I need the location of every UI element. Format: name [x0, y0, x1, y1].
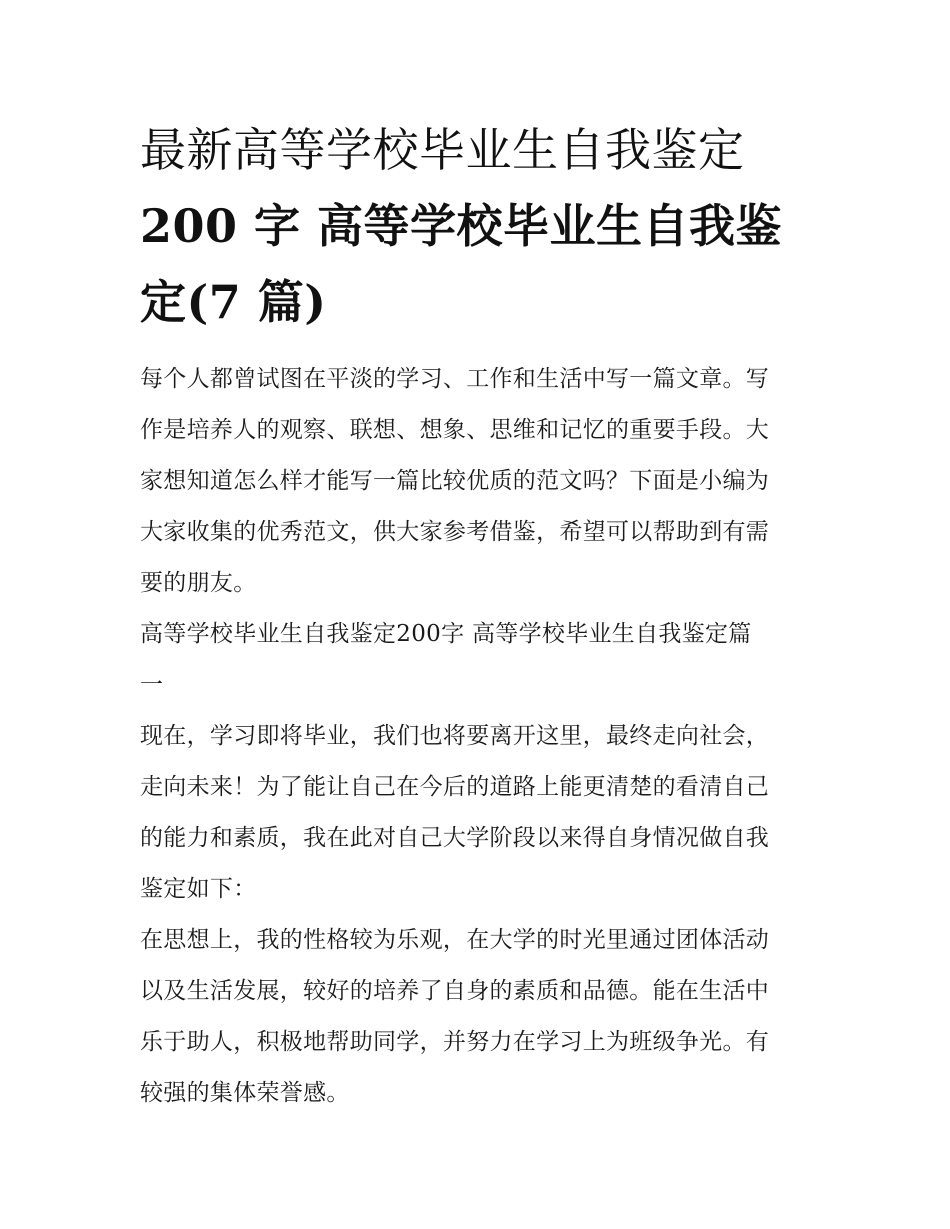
body-paragraph — [140, 915, 812, 1119]
paragraph-line: 较强的集体荣誉感。 — [140, 1080, 350, 1106]
section-heading — [140, 609, 812, 711]
intro-paragraph — [140, 354, 812, 609]
paragraph-line: 大家收集的优秀范文，供大家参考借鉴，希望可以帮助到有需 — [140, 519, 770, 545]
paragraph-line: 在思想上，我的性格较为乐观，在大学的时光里通过团体活动 — [140, 927, 770, 953]
paragraph-line: 家想知道怎么样才能写一篇比较优质的范文吗？下面是小编为 — [140, 468, 770, 494]
body-paragraph — [140, 711, 812, 915]
title-line: 最新高等学校毕业生自我鉴定 — [140, 123, 745, 177]
paragraph-line: 一 — [140, 672, 164, 698]
paragraph-line: 作是培养人的观察、联想、想象、思维和记忆的重要手段。大 — [140, 417, 770, 443]
paragraph-line: 的能力和素质，我在此对自己大学阶段以来得自身情况做自我 — [140, 825, 770, 851]
paragraph-line: 高等学校毕业生自我鉴定200字 高等学校毕业生自我鉴定篇 — [140, 621, 752, 647]
document-content — [140, 112, 812, 1119]
paragraph-line: 现在，学习即将毕业，我们也将要离开这里，最终走向社会， — [140, 723, 770, 749]
paragraph-line: 以及生活发展，较好的培养了自身的素质和品德。能在生活中 — [140, 978, 770, 1004]
paragraph-line: 要的朋友。 — [140, 570, 257, 596]
paragraph-line: 鉴定如下： — [140, 876, 257, 902]
title-line: 200 字 高等学校毕业生自我鉴 — [140, 199, 783, 253]
document-title — [140, 112, 812, 340]
paragraph-line: 走向未来！为了能让自己在今后的道路上能更清楚的看清自己 — [140, 774, 770, 800]
paragraph-line: 每个人都曾试图在平淡的学习、工作和生活中写一篇文章。写 — [140, 366, 770, 392]
title-line: 定(7 篇) — [140, 275, 327, 329]
paragraph-line: 乐于助人，积极地帮助同学，并努力在学习上为班级争光。有 — [140, 1029, 770, 1055]
